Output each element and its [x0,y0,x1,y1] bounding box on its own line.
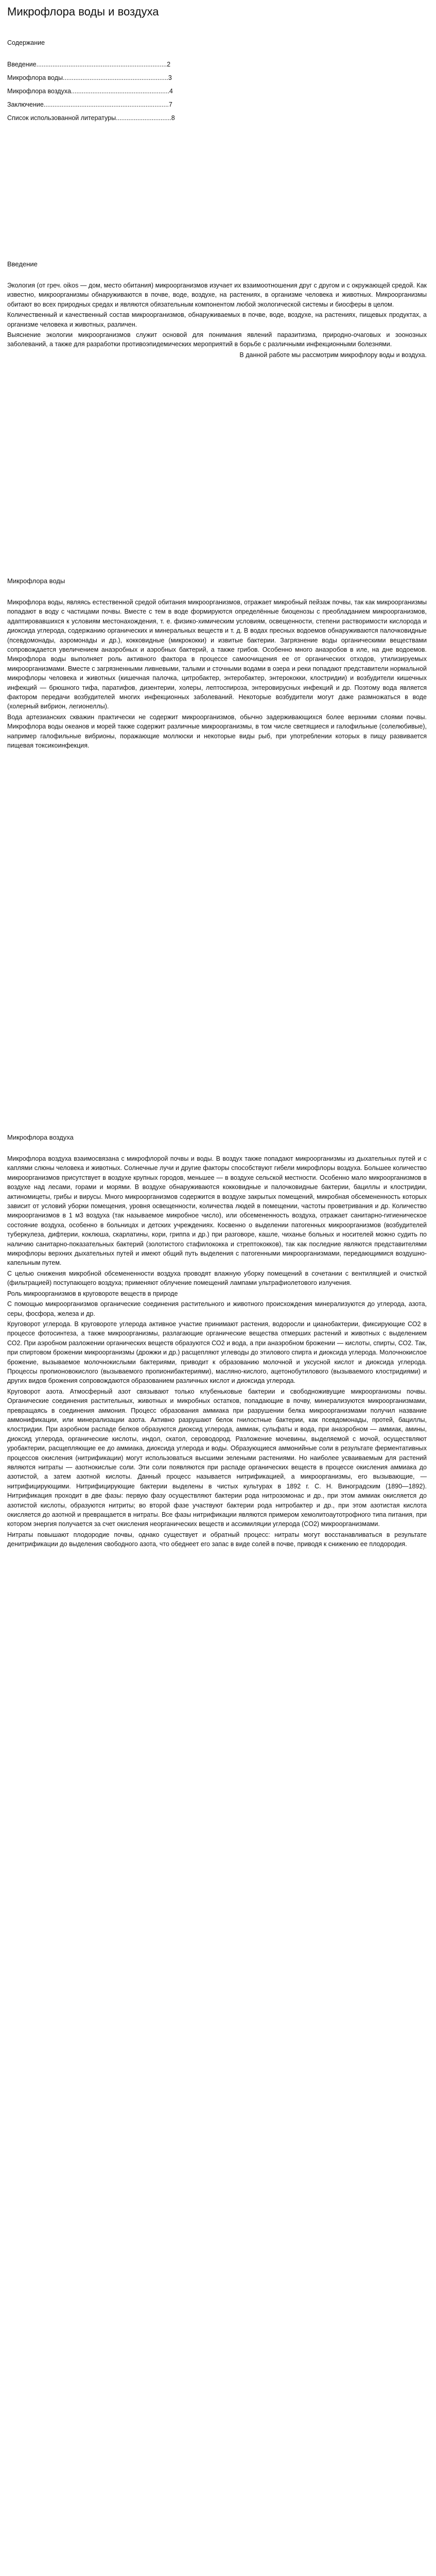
air-heading: Микрофлора воздуха [7,1133,74,1141]
air-paragraph: Круговорот углерода. В круговороте углерода активное участие принимают растения, водоросли и цианобактерии, фиксирующие СО2 в процессе фотосинтеза, а также микроорганизмы, разлагающие органические вещества отмерших растений и животных с выделением СО2. При аэробном разложении органических веществ образуются СО2 и вода, а при анаэробном брожении — кислоты, спирты, СО2. Так, при спиртовом брожении микроорганизмы (дрожжи и др.) расщепляют углеводы до этилового спирта и диоксида углерода. Молочнокислое брожение, вызываемое молочнокислыми бактериями, приводит к образованию молочной и уксусной кислот и диоксида углерода. Процессы пропионовокислого (вызываемого пропионибактериями), масляно-кислого, ацетонобутилового (вызываемого клостридиями) и других видов брожения сопровождаются образованием различных кислот и диоксида углерода. [7,1320,427,1385]
intro-paragraph: В данной работе мы рассмотрим микрофлору воды и воздуха. [239,351,427,359]
air-paragraph: С целью снижения микробной обсемененности воздуха проводят влажную уборку помещений в сочетании с вентиляцией и очисткой (фильтрацией) поступающего воздуха; применяют облучение помещений лампами ультрафиолетового излучения. [7,1269,427,1287]
toc-item-conclusion: Заключение......................................................................7 [7,101,172,108]
intro-paragraph: Выяснение экологии микроорганизмов служит основой для понимания явлений паразитизма, природно-очаговых и зоонозных заболеваний, а также для разработки противоэпидемических мероприятий в борьбе с различными инфекционными болезнями. [7,331,427,348]
toc-item-air: Микрофлора воздуха.......................................................4 [7,88,173,95]
toc-item-water: Микрофлора воды...........................................................3 [7,74,172,81]
air-subheading: Роль микроорганизмов в круговороте веществ в природе [7,1290,178,1297]
air-body [7,1154,427,1549]
toc-item-references: Список использованной литературы...............................8 [7,114,175,122]
water-body [7,598,427,751]
toc-heading: Содержание [7,39,45,46]
air-paragraph: Микрофлора воздуха взаимосвязана с микрофлорой почвы и воды. В воздух также попадают микроорганизмы из дыхательных путей и с каплями слюны человека и животных. Солнечные лучи и другие факторы способствуют гибели микрофлоры воздуха. Большее количество микроорганизмов присутствует в воздухе крупных городов, меньшее — в воздухе сельской местности. Особенно мало микроорганизмов в воздухе над лесами, горами и морями. В воздухе обнаруживаются кокковидные и палочковидные бактерии, бациллы и клостридии, актиномицеты, грибы и вирусы. Много микроорганизмов содержится в воздухе закрытых помещений, микробная обсемененность которых зависит от условий уборки помещения, уровня освещенности, количества людей в помещении, частоты проветривания и др. Количество микроорганизмов в 1 м3 воздуха (так называемое микробное число), или обсемененность воздуха, отражает санитарно-гигиеническое состояние воздуха, особенно в больницах и детских учреждениях. Косвенно о выделении патогенных микроорганизмов (возбудителей туберкулеза, дифтерии, коклюша, скарлатины, кори, гриппа и др.) при разговоре, кашле, чиханье больных и носителей можно судить по наличию санитарно-показательных бактерий (золотистого стафилококка и стрептококков), так как последние являются представителями микрофлоры верхних дыхательных путей и имеют общий путь выделения с патогенными микроорганизмами, передающимися воздушно-капельным путем. [7,1155,427,1267]
intro-heading: Введение [7,260,38,268]
air-paragraph: С помощью микроорганизмов органические соединения растительного и животного происхождения минерализуются до углерода, азота, серы, фосфора, железа и др. [7,1300,427,1317]
toc-item-intro: Введение.........................................................................2 [7,61,171,68]
water-paragraph: Микрофлора воды, являясь естественной средой обитания микроорганизмов, отражает микробный пейзаж почвы, так как микроорганизмы попадают в воду с частицами почвы. Вместе с тем в воде формируются определённые биоценозы с преобладанием микроорганизмов, адаптировавшихся к условиям местонахождения, т. е. физико-химическим условиям, освещенности, степени растворимости кислорода и диоксида углерода, содержанию органических и минеральных веществ и т. д. В водах пресных водоемов обнаруживаются палочковидные (псевдомонады, аэромонады и др.), кокковидные (микрококки) и извитые бактерии. Загрязнение воды органическими веществами сопровождается увеличением анаэробных и аэробных бактерий, а также грибов. Особенно много анаэробов в иле, на дне водоемов. Микрофлора воды выполняет роль активного фактора в процессе самоочищения ее от органических отходов, утилизируемых микроорганизмами. Вместе с загрязненными ливневыми, талыми и сточными водами в озера и реки попадают представители нормальной микрофлоры человека и животных (кишечная палочка, цитробактер, энтеробактер, энтерококки, клостридии) и возбудители кишечных инфекций — брюшного тифа, паратифов, дизентерии, холеры, лептоспироза, энтеровирусных инфекций и др. Поэтому вода является фактором передачи возбудителей многих инфекционных заболеваний. Некоторые возбудители могут даже размножаться в воде (холерный вибрион, легионеллы). [7,599,427,710]
air-paragraph: Нитраты повышают плодородие почвы, однако существует и обратный процесс: нитраты могут восстанавливаться в результате денитрификации до выделения свободного азота, что обеднеет его запас в виде солей в почве, приводя к снижению ее плодородия. [7,1531,427,1548]
intro-body [7,281,427,360]
page-title: Микрофлора воды и воздуха [7,5,159,18]
intro-paragraph: Количественный и качественный состав микроорганизмов, обнаруживаемых в почве, воде, воздухе, на растениях, пищевых продуктах, а организме человека и животных, различен. [7,311,427,328]
intro-paragraph: Экология (от греч. oikos — дом, место обитания) микроорганизмов изучает их взаимоотношения друг с другом и с окружающей средой. Как известно, микроорганизмы обнаруживаются в почве, воде, воздухе, на растениях, в организме человека и животных. Микроорганизмы обитают во всех природных средах и являются обязательным компонентом любой экологической системы и биосферы в целом. [7,282,427,308]
table-of-contents [7,36,193,125]
water-heading: Микрофлора воды [7,577,65,585]
air-paragraph: Круговорот азота. Атмосферный азот связывают только клубеньковые бактерии и свободноживущие микроорганизмы почвы. Органические соединения растительных, животных и микробных остатков, попадающие в почву, минерализуются микроорганизмами, превращаясь в соединения аммония. Процесс образования аммиака при разрушении белка микроорганизмами получил название аммонификации, или минерализации азота. Активно разрушают белок гнилостные бактерии, как псевдомонады, протей, бациллы, клостридии. При аэробном распаде белков образуются диоксид углерода, аммиак, сульфаты и вода, при анаэробном — аммиак, амины, диоксид углерода, органические кислоты, индол, скатол, сероводород. Разложение мочевины, выделяемой с мочой, осуществляют уробактерии, расщепляющие ее до аммиака, диоксида углерода и воды. Образующиеся аммонийные соли в результате ферментативных процессов окисления (нитрификации) могут использоваться высшими зелеными растениями. Но наиболее усваиваемым для растений являются нитраты — азотнокислые соли. Эти соли появляются при распаде органических веществ в процессе окисления аммиака до азотистой, а затем азотной кислоты. Данный процесс называется нитрификацией, а микроорганизмы, его вызывающие, — нитрифицирующими. Нитрифицирующие бактерии выделены в чистых культурах в 1892 г. С. Н. Виноградским (1890—1892). Нитрификация проходит в две фазы: первую фазу осуществляют бактерии рода нитрозомонас и др., при этом аммиак окисляется до азотистой кислоты, образуются нитриты; во второй фазе участвуют бактерии рода нитробактер и др., при этом азотистая кислота окисляется до азотной и превращается в нитраты. Все фазы нитрификации являются примером хемолитоаутотрофного типа питания, при котором энергия получается за счет окисления неорганических веществ и ассимиляции углерода (CO2) микроорганизмами. [7,1387,427,1528]
water-paragraph: Вода артезианских скважин практически не содержит микроорганизмов, обычно задерживающихся более верхними слоями почвы. Микрофлора воды океанов и морей также содержит различные микроорганизмы, в том числе светящиеся и галофильные (солелюбивые), например галофильные вибрионы, поражающие моллюски и некоторые виды рыб, при употреблении которых в пищу развивается пищевая токсикоинфекция. [7,713,427,750]
